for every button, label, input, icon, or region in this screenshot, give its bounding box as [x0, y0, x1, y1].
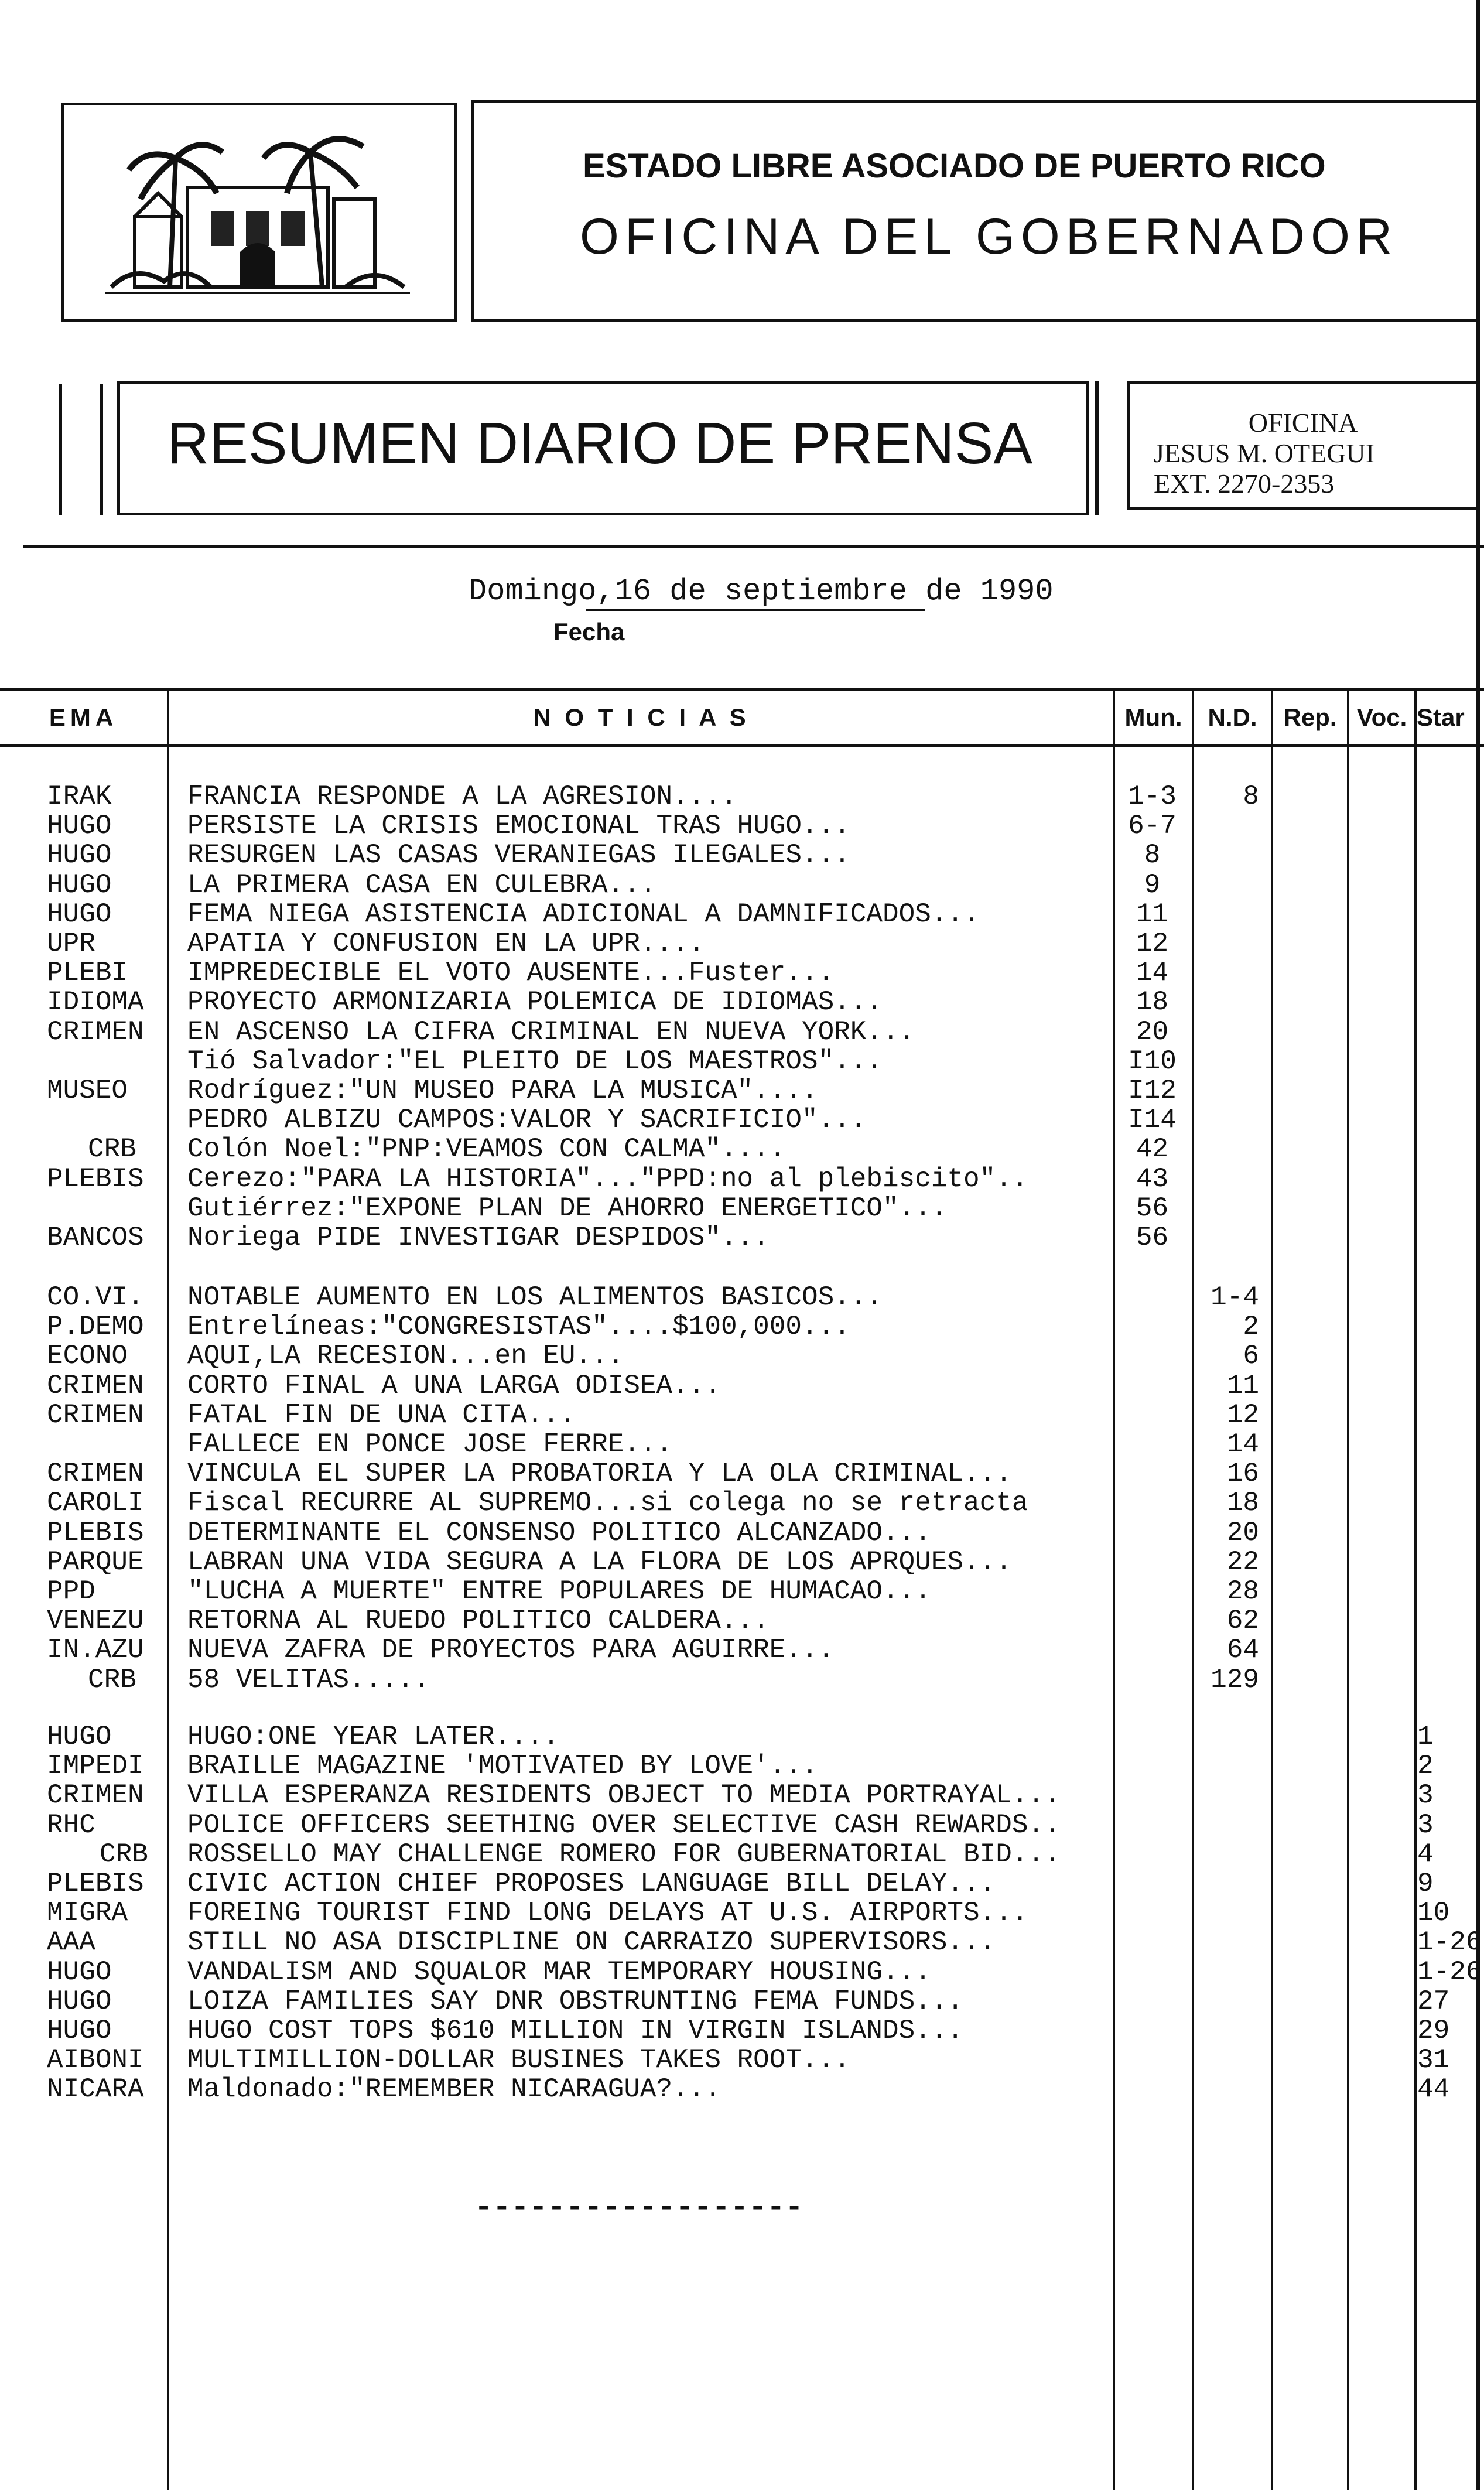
row-tema: CRIMEN: [47, 1781, 144, 1810]
row-mun-page: [1116, 1371, 1189, 1401]
table-row: [0, 1548, 1484, 1577]
table-row: [0, 1135, 1484, 1164]
fortaleza-illustration: [100, 123, 416, 299]
row-star-page: [1417, 1047, 1482, 1076]
row-tema: RHC: [47, 1811, 95, 1840]
row-headline: PROYECTO ARMONIZARIA POLEMICA DE IDIOMAS...: [187, 988, 883, 1017]
table-row: [0, 1223, 1484, 1252]
row-headline: FEMA NIEGA ASISTENCIA ADICIONAL A DAMNIFICADOS...: [187, 900, 980, 929]
row-headline: "LUCHA A MUERTE" ENTRE POPULARES DE HUMACAO...: [187, 1577, 931, 1606]
table-row: [0, 988, 1484, 1017]
row-nd-page: [1195, 1017, 1265, 1047]
row-nd-page: 1-4: [1211, 1283, 1259, 1312]
row-headline: Tió Salvador:"EL PLEITO DE LOS MAESTROS"...: [187, 1047, 883, 1076]
row-nd-page: [1195, 1781, 1265, 1810]
row-mun-page: [1116, 1606, 1189, 1635]
row-star-page: 29: [1417, 2016, 1450, 2045]
row-headline: Colón Noel:"PNP:VEAMOS CON CALMA"....: [187, 1135, 786, 1164]
row-mun-page: [1116, 1665, 1189, 1695]
row-mun-page: 20: [1136, 1017, 1169, 1047]
date-underline: [586, 609, 925, 611]
col-header-nd: N.D.: [1208, 703, 1257, 731]
row-star-page: 2: [1417, 1751, 1434, 1781]
row-headline: ROSSELLO MAY CHALLENGE ROMERO FOR GUBERNATORIAL BID...: [187, 1840, 1061, 1869]
row-tema: NICARA: [47, 2075, 144, 2104]
table-header-rule: [0, 744, 1484, 747]
row-nd-page: [1195, 1987, 1265, 2016]
row-star-page: 3: [1417, 1811, 1434, 1840]
row-headline: 58 VELITAS.....: [187, 1665, 430, 1695]
row-nd-page: [1195, 1722, 1265, 1751]
table-row: [0, 1194, 1484, 1223]
row-headline: HUGO:ONE YEAR LATER....: [187, 1722, 559, 1751]
row-tema: PLEBIS: [47, 1869, 144, 1898]
row-tema: CAROLI: [47, 1488, 144, 1518]
row-nd-page: 8: [1243, 782, 1259, 811]
row-nd-page: 18: [1226, 1488, 1259, 1518]
row-headline: Rodríguez:"UN MUSEO PARA LA MUSICA"....: [187, 1076, 818, 1105]
row-tema: AAA: [47, 1928, 95, 1957]
table-row: [0, 782, 1484, 811]
row-headline: FOREING TOURIST FIND LONG DELAYS AT U.S. AIRPORTS...: [187, 1898, 1028, 1928]
row-star-page: [1417, 1488, 1482, 1518]
row-tema: VENEZU: [47, 1606, 144, 1635]
table-row: [0, 958, 1484, 988]
table-row: [0, 1401, 1484, 1430]
row-headline: BRAILLE MAGAZINE 'MOTIVATED BY LOVE'...: [187, 1751, 818, 1781]
row-nd-page: [1195, 2075, 1265, 2104]
col-header-tema: EMA: [49, 703, 118, 731]
row-mun-page: 9: [1144, 870, 1161, 900]
col-header-star: Star: [1417, 703, 1465, 731]
table-row: [0, 2075, 1484, 2104]
row-headline: VINCULA EL SUPER LA PROBATORIA Y LA OLA CRIMINAL...: [187, 1459, 1012, 1488]
row-mun-page: [1116, 1958, 1189, 1987]
banner-bar-left-2: [100, 384, 103, 515]
row-star-page: [1417, 1076, 1482, 1105]
row-nd-page: 28: [1226, 1577, 1259, 1606]
row-headline: NUEVA ZAFRA DE PROYECTOS PARA AGUIRRE...: [187, 1635, 835, 1665]
date-text: Domingo,16 de septiembre de 1990: [469, 574, 1054, 609]
table-row: [0, 1312, 1484, 1341]
banner-bar-left-1: [59, 384, 62, 515]
row-star-page: [1417, 1105, 1482, 1135]
row-headline: APATIA Y CONFUSION EN LA UPR....: [187, 929, 705, 958]
row-headline: Entrelíneas:"CONGRESISTAS"....$100,000...: [187, 1312, 850, 1341]
row-nd-page: [1195, 841, 1265, 870]
row-tema: IN.AZU: [47, 1635, 144, 1665]
row-nd-page: 6: [1243, 1341, 1259, 1371]
row-mun-page: 56: [1136, 1223, 1169, 1252]
row-tema: CRIMEN: [47, 1371, 144, 1401]
row-headline: Maldonado:"REMEMBER NICARAGUA?...: [187, 2075, 721, 2104]
table-row: [0, 1430, 1484, 1459]
row-star-page: [1417, 1223, 1482, 1252]
table-row: [0, 1164, 1484, 1194]
row-nd-page: [1195, 1869, 1265, 1898]
office-name: JESUS M. OTEGUI: [1154, 438, 1374, 468]
row-nd-page: [1195, 1223, 1265, 1252]
row-nd-page: 16: [1226, 1459, 1259, 1488]
row-tema: ECONO: [47, 1341, 128, 1371]
row-mun-page: [1116, 1840, 1189, 1869]
table-row: [0, 870, 1484, 900]
row-nd-page: [1195, 1194, 1265, 1223]
col-header-noticias: N O T I C I A S: [533, 703, 750, 731]
row-mun-page: I14: [1128, 1105, 1177, 1135]
row-star-page: [1417, 929, 1482, 958]
row-mun-page: 6-7: [1128, 811, 1177, 841]
row-nd-page: 14: [1226, 1430, 1259, 1459]
row-star-page: [1417, 1548, 1482, 1577]
row-headline: PEDRO ALBIZU CAMPOS:VALOR Y SACRIFICIO"...: [187, 1105, 867, 1135]
row-headline: Gutiérrez:"EXPONE PLAN DE AHORRO ENERGETICO"...: [187, 1194, 948, 1223]
table-row: [0, 1105, 1484, 1135]
row-mun-page: 11: [1136, 900, 1169, 929]
row-star-page: [1417, 870, 1482, 900]
table-row: [0, 1665, 1484, 1695]
row-tema: HUGO: [47, 1987, 112, 2016]
row-headline: CIVIC ACTION CHIEF PROPOSES LANGUAGE BILL DELAY...: [187, 1869, 996, 1898]
row-mun-page: [1116, 1459, 1189, 1488]
row-tema: [47, 1047, 152, 1076]
table-row: [0, 841, 1484, 870]
row-star-page: [1417, 782, 1482, 811]
row-nd-page: [1195, 1135, 1265, 1164]
col-header-mun: Mun.: [1124, 703, 1182, 731]
row-star-page: 10: [1417, 1898, 1450, 1928]
row-star-page: [1417, 1017, 1482, 1047]
row-mun-page: 56: [1136, 1194, 1169, 1223]
row-nd-page: 20: [1226, 1518, 1259, 1548]
row-mun-page: 42: [1136, 1135, 1169, 1164]
row-nd-page: [1195, 900, 1265, 929]
footer-rule: ------------------: [474, 2191, 803, 2225]
row-nd-page: 12: [1226, 1401, 1259, 1430]
table-row: [0, 1459, 1484, 1488]
row-mun-page: [1116, 1518, 1189, 1548]
row-star-page: [1417, 900, 1482, 929]
row-mun-page: 12: [1136, 929, 1169, 958]
row-mun-page: [1116, 1811, 1189, 1840]
date-label: Fecha: [553, 618, 625, 645]
row-tema: HUGO: [47, 900, 112, 929]
row-star-page: [1417, 1430, 1482, 1459]
row-star-page: [1417, 1312, 1482, 1341]
row-tema: BANCOS: [47, 1223, 144, 1252]
table-row: [0, 1898, 1484, 1928]
table-row: [0, 1017, 1484, 1047]
row-star-page: [1417, 1577, 1482, 1606]
table-row: [0, 2016, 1484, 2045]
row-headline: LA PRIMERA CASA EN CULEBRA...: [187, 870, 656, 900]
header-rule: [23, 545, 1484, 548]
table-row: [0, 1928, 1484, 1957]
row-nd-page: [1195, 1811, 1265, 1840]
row-headline: IMPREDECIBLE EL VOTO AUSENTE...Fuster...: [187, 958, 835, 988]
row-mun-page: [1116, 1430, 1189, 1459]
row-mun-page: 1-3: [1128, 782, 1177, 811]
office-label: OFICINA: [1248, 408, 1358, 438]
row-star-page: [1417, 1135, 1482, 1164]
row-mun-page: [1116, 1898, 1189, 1928]
row-mun-page: I12: [1128, 1076, 1177, 1105]
row-nd-page: 2: [1243, 1312, 1259, 1341]
row-headline: Fiscal RECURRE AL SUPREMO...si colega no se retracta: [187, 1488, 1028, 1518]
row-mun-page: [1116, 2016, 1189, 2045]
row-headline: MULTIMILLION-DOLLAR BUSINES TAKES ROOT...: [187, 2045, 850, 2075]
row-mun-page: [1116, 1635, 1189, 1665]
row-mun-page: [1116, 1577, 1189, 1606]
row-mun-page: 8: [1144, 841, 1161, 870]
row-nd-page: [1195, 1751, 1265, 1781]
row-nd-page: [1195, 1928, 1265, 1957]
row-mun-page: 43: [1136, 1164, 1169, 1194]
row-headline: Noriega PIDE INVESTIGAR DESPIDOS"...: [187, 1223, 770, 1252]
row-headline: PERSISTE LA CRISIS EMOCIONAL TRAS HUGO...: [187, 811, 850, 841]
row-headline: VANDALISM AND SQUALOR MAR TEMPORARY HOUSING...: [187, 1958, 931, 1987]
table-row: [0, 1076, 1484, 1105]
row-mun-page: [1116, 2045, 1189, 2075]
banner-title: RESUMEN DIARIO DE PRENSA: [167, 411, 1033, 476]
row-headline: LOIZA FAMILIES SAY DNR OBSTRUNTING FEMA FUNDS...: [187, 1987, 964, 2016]
row-tema: PLEBIS: [47, 1518, 144, 1548]
row-mun-page: [1116, 2075, 1189, 2104]
row-tema: HUGO: [47, 1722, 112, 1751]
row-headline: LABRAN UNA VIDA SEGURA A LA FLORA DE LOS APRQUES...: [187, 1548, 1012, 1577]
row-mun-page: I10: [1128, 1047, 1177, 1076]
row-star-page: [1417, 988, 1482, 1017]
row-nd-page: [1195, 1958, 1265, 1987]
table-row: [0, 1283, 1484, 1312]
row-star-page: [1417, 1635, 1482, 1665]
row-mun-page: [1116, 1548, 1189, 1577]
row-tema: HUGO: [47, 2016, 112, 2045]
row-nd-page: 22: [1226, 1548, 1259, 1577]
row-star-page: [1417, 1518, 1482, 1548]
row-headline: FALLECE EN PONCE JOSE FERRE...: [187, 1430, 673, 1459]
row-tema: [47, 1430, 152, 1459]
row-headline: FATAL FIN DE UNA CITA...: [187, 1401, 576, 1430]
row-mun-page: [1116, 1987, 1189, 2016]
office-contact-box: [1127, 381, 1479, 510]
row-mun-page: [1116, 1751, 1189, 1781]
table-row: [0, 811, 1484, 841]
table-row: [0, 1371, 1484, 1401]
row-tema: CRB: [88, 1135, 136, 1164]
row-star-page: 9: [1417, 1869, 1434, 1898]
row-star-page: [1417, 1283, 1482, 1312]
col-header-voc: Voc.: [1356, 703, 1407, 731]
row-mun-page: 18: [1136, 988, 1169, 1017]
row-tema: HUGO: [47, 811, 112, 841]
table-row: [0, 1840, 1484, 1869]
row-nd-page: 129: [1211, 1665, 1259, 1695]
row-nd-page: 64: [1226, 1635, 1259, 1665]
row-headline: VILLA ESPERANZA RESIDENTS OBJECT TO MEDIA PORTRAYAL...: [187, 1781, 1061, 1810]
row-tema: PLEBI: [47, 958, 128, 988]
office-ext: EXT. 2270-2353: [1154, 469, 1335, 498]
row-headline: STILL NO ASA DISCIPLINE ON CARRAIZO SUPERVISORS...: [187, 1928, 996, 1957]
row-tema: IDIOMA: [47, 988, 144, 1017]
row-nd-page: [1195, 1105, 1265, 1135]
table-row: [0, 1811, 1484, 1840]
table-row: [0, 1047, 1484, 1076]
row-tema: UPR: [47, 929, 95, 958]
row-tema: CRIMEN: [47, 1401, 144, 1430]
row-tema: CRB: [100, 1840, 148, 1869]
row-tema: IMPEDI: [47, 1751, 144, 1781]
row-mun-page: [1116, 1283, 1189, 1312]
table-row: [0, 1781, 1484, 1810]
row-nd-page: [1195, 811, 1265, 841]
row-tema: PPD: [47, 1577, 95, 1606]
commonwealth-title: ESTADO LIBRE ASOCIADO DE PUERTO RICO: [583, 147, 1326, 185]
row-star-page: [1417, 1341, 1482, 1371]
row-nd-page: 11: [1226, 1371, 1259, 1401]
row-nd-page: [1195, 1164, 1265, 1194]
row-tema: IRAK: [47, 782, 112, 811]
row-tema: HUGO: [47, 870, 112, 900]
row-tema: [47, 1194, 152, 1223]
row-nd-page: [1195, 1840, 1265, 1869]
table-row: [0, 1635, 1484, 1665]
row-mun-page: 14: [1136, 958, 1169, 988]
row-star-page: [1417, 1459, 1482, 1488]
row-nd-page: [1195, 1898, 1265, 1928]
row-star-page: 44: [1417, 2075, 1450, 2104]
row-tema: CRIMEN: [47, 1017, 144, 1047]
row-mun-page: [1116, 1869, 1189, 1898]
row-star-page: [1417, 1606, 1482, 1635]
row-headline: NOTABLE AUMENTO EN LOS ALIMENTOS BASICOS...: [187, 1283, 883, 1312]
row-star-page: [1417, 841, 1482, 870]
row-star-page: [1417, 958, 1482, 988]
table-row: [0, 900, 1484, 929]
row-tema: PLEBIS: [47, 1164, 144, 1194]
row-star-page: 1-26: [1417, 1928, 1482, 1957]
row-nd-page: [1195, 870, 1265, 900]
governor-office-header: [471, 100, 1479, 322]
row-tema: MIGRA: [47, 1898, 128, 1928]
col-header-rep: Rep.: [1283, 703, 1337, 731]
table-row: [0, 1606, 1484, 1635]
row-mun-page: [1116, 1312, 1189, 1341]
row-nd-page: [1195, 958, 1265, 988]
table-row: [0, 1958, 1484, 1987]
table-row: [0, 1488, 1484, 1518]
row-nd-page: 62: [1226, 1606, 1259, 1635]
row-tema: CRB: [88, 1665, 136, 1695]
table-row: [0, 2045, 1484, 2075]
row-mun-page: [1116, 1928, 1189, 1957]
row-star-page: [1417, 1194, 1482, 1223]
row-star-page: 1-26: [1417, 1958, 1482, 1987]
row-star-page: 4: [1417, 1840, 1434, 1869]
table-row: [0, 1869, 1484, 1898]
row-tema: HUGO: [47, 1958, 112, 1987]
row-headline: Cerezo:"PARA LA HISTORIA"..."PPD:no al plebiscito"..: [187, 1164, 1028, 1194]
row-nd-page: [1195, 2045, 1265, 2075]
row-nd-page: [1195, 988, 1265, 1017]
row-tema: PARQUE: [47, 1548, 144, 1577]
row-tema: AIBONI: [47, 2045, 144, 2075]
row-nd-page: [1195, 2016, 1265, 2045]
row-star-page: [1417, 811, 1482, 841]
table-row: [0, 1341, 1484, 1371]
row-headline: EN ASCENSO LA CIFRA CRIMINAL EN NUEVA YORK...: [187, 1017, 915, 1047]
row-star-page: [1417, 1401, 1482, 1430]
row-star-page: 1: [1417, 1722, 1434, 1751]
seal-box: [61, 103, 457, 322]
row-headline: RETORNA AL RUEDO POLITICO CALDERA...: [187, 1606, 770, 1635]
row-tema: CRIMEN: [47, 1459, 144, 1488]
row-headline: POLICE OFFICERS SEETHING OVER SELECTIVE CASH REWARDS..: [187, 1811, 1061, 1840]
office-title: OFICINA DEL GOBERNADOR: [580, 209, 1398, 265]
row-tema: [47, 1105, 152, 1135]
table-row: [0, 1751, 1484, 1781]
table-row: [0, 929, 1484, 958]
row-tema: CO.VI.: [47, 1283, 144, 1312]
row-star-page: 31: [1417, 2045, 1450, 2075]
row-headline: FRANCIA RESPONDE A LA AGRESION....: [187, 782, 737, 811]
row-nd-page: [1195, 1047, 1265, 1076]
row-headline: CORTO FINAL A UNA LARGA ODISEA...: [187, 1371, 721, 1401]
banner-box: [117, 381, 1089, 515]
row-headline: RESURGEN LAS CASAS VERANIEGAS ILEGALES...: [187, 841, 850, 870]
table-row: [0, 1722, 1484, 1751]
table-row: [0, 1577, 1484, 1606]
row-nd-page: [1195, 1076, 1265, 1105]
row-mun-page: [1116, 1341, 1189, 1371]
row-headline: AQUI,LA RECESION...en EU...: [187, 1341, 624, 1371]
row-tema: HUGO: [47, 841, 112, 870]
row-star-page: 3: [1417, 1781, 1434, 1810]
row-mun-page: [1116, 1722, 1189, 1751]
row-star-page: [1417, 1371, 1482, 1401]
row-tema: P.DEMO: [47, 1312, 144, 1341]
row-mun-page: [1116, 1781, 1189, 1810]
row-headline: DETERMINANTE EL CONSENSO POLITICO ALCANZADO...: [187, 1518, 931, 1548]
row-tema: MUSEO: [47, 1076, 128, 1105]
row-nd-page: [1195, 929, 1265, 958]
row-mun-page: [1116, 1488, 1189, 1518]
row-star-page: [1417, 1164, 1482, 1194]
row-mun-page: [1116, 1401, 1189, 1430]
row-headline: HUGO COST TOPS $610 MILLION IN VIRGIN ISLANDS...: [187, 2016, 964, 2045]
table-row: [0, 1518, 1484, 1548]
row-star-page: 27: [1417, 1987, 1450, 2016]
table-row: [0, 1987, 1484, 2016]
banner-bar-right: [1095, 381, 1099, 515]
row-star-page: [1417, 1665, 1482, 1695]
